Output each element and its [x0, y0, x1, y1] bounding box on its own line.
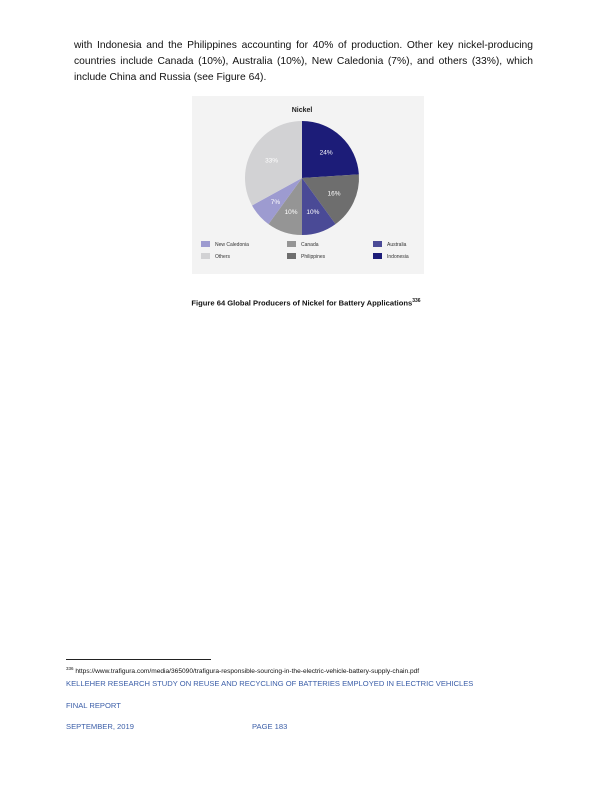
legend-label: Australia: [387, 242, 407, 248]
footnote: [66, 666, 419, 675]
legend-swatch: [287, 241, 296, 247]
body-line: countries include Canada (10%), Australia (10%), New Caledonia (7%), and others (33%), which: [74, 56, 533, 67]
legend-swatch: [373, 253, 382, 259]
footer-page-number: PAGE 183: [252, 722, 288, 731]
legend-swatch: [201, 241, 210, 247]
slice-label: 16%: [327, 190, 341, 198]
legend-label: New Caledonia: [215, 242, 249, 248]
legend-label: Others: [215, 254, 231, 260]
legend-label: Canada: [301, 242, 319, 248]
legend-swatch: [287, 253, 296, 259]
footer-date: SEPTEMBER, 2019: [66, 722, 134, 731]
footnote-url[interactable]: https://www.trafigura.com/media/365090/trafigura-responsible-sourcing-in-the-electric-vehicle-battery-supply-chain.pdf: [73, 668, 420, 676]
footnote-separator: [66, 659, 211, 660]
footer-study-title: KELLEHER RESEARCH STUDY ON REUSE AND RECYCLING OF BATTERIES EMPLOYED IN ELECTRIC VEHICLES: [66, 679, 474, 688]
footer-report: FINAL REPORT: [66, 701, 121, 710]
legend-swatch: [201, 253, 210, 259]
nickel-pie-chart: [192, 96, 424, 274]
caption-ref: 336: [412, 298, 421, 304]
slice-label: 33%: [265, 157, 279, 165]
body-paragraph: [74, 38, 533, 86]
slice-label: 24%: [319, 149, 333, 157]
figure-caption: [0, 298, 612, 308]
caption-text: Figure 64 Global Producers of Nickel for Battery Applications: [191, 298, 413, 308]
slice-label: 7%: [270, 198, 281, 206]
pie-svg: [192, 96, 424, 274]
footnote-number: 336: [66, 666, 74, 671]
body-line: include China and Russia (see Figure 64).: [74, 72, 267, 83]
legend-swatch: [373, 241, 382, 247]
slice-label: 10%: [284, 209, 298, 217]
slice-label: 10%: [306, 209, 320, 217]
body-line: with Indonesia and the Philippines accounting for 40% of production. Other key nickel-producing: [74, 40, 533, 51]
chart-title: Nickel: [291, 107, 313, 114]
legend-label: Philippines: [301, 254, 326, 260]
legend-label: Indonesia: [387, 254, 409, 260]
